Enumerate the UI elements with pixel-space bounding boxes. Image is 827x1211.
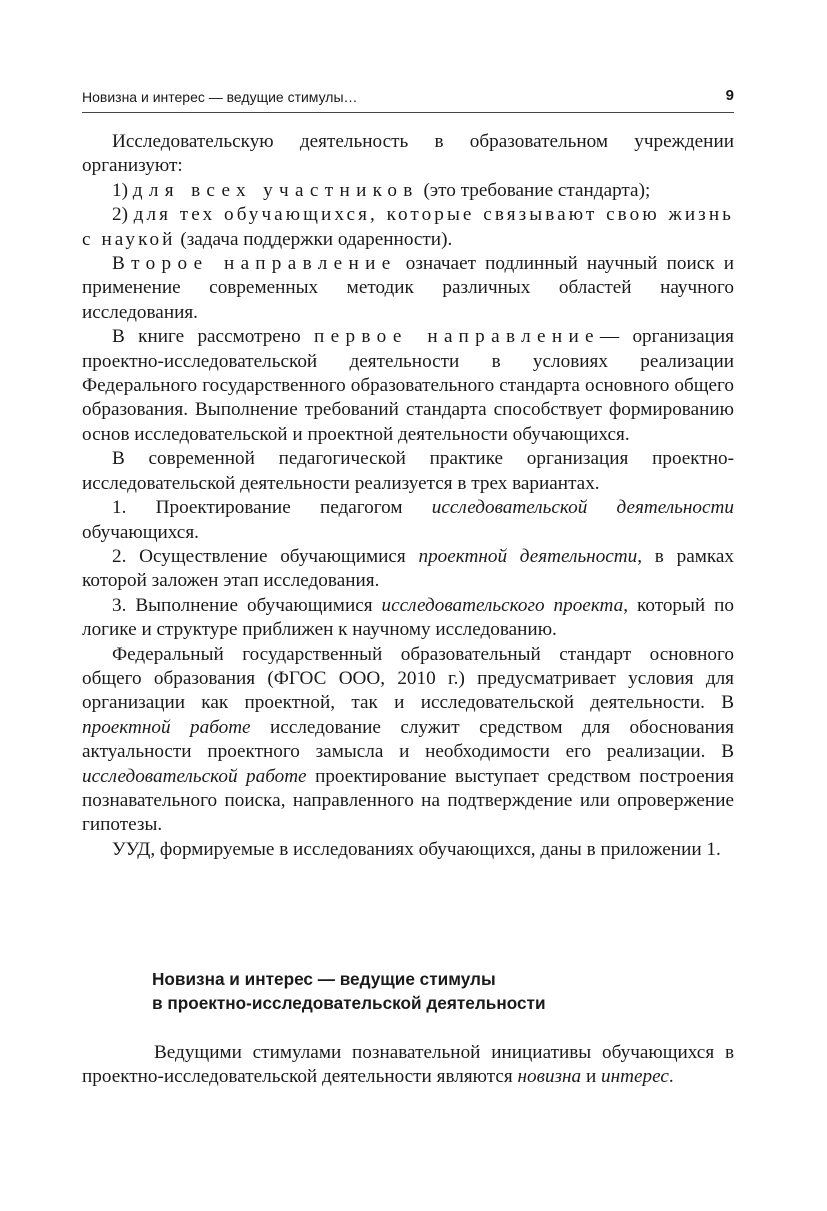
paragraph-first-direction	[82, 325, 734, 447]
variant-1	[82, 496, 734, 545]
uud-text: УУД, формируемые в исследованиях обучающихся, даны в приложении 1.	[112, 838, 721, 860]
paragraph-uud	[82, 838, 734, 862]
variant-2	[82, 545, 734, 594]
list-item-1	[82, 179, 734, 203]
header-divider	[82, 112, 734, 113]
first-direction-term: первое направление	[314, 326, 600, 348]
page-number: 9	[725, 87, 734, 104]
paragraph-intro	[82, 130, 734, 179]
fgos-text-b: исследование служит средством для обоснования актуальности проектного замысла и необходимости его реализации. В	[82, 716, 734, 763]
variant-2-emphasis: проектной деятельности	[418, 545, 638, 567]
stimuli-text: Ведущими стимулами познавательной инициативы обучающихся в проектно-исследовательской деятельности являются	[82, 1042, 734, 1088]
running-title: Новизна и интерес — ведущие стимулы…	[82, 89, 358, 105]
fgos-text-a: Федеральный государственный образовательный стандарт основного общего образования (ФГОС ООО, 2010 г.) предусматривает условия для организации как проектной, так и исследовательской деятельности. В	[82, 643, 734, 714]
second-direction-term: Второе направление	[112, 253, 397, 275]
second-direction-text: означает подлинный научный поиск и применение современных методик различных областей научного исследования.	[82, 253, 734, 323]
variant-3-tail: , который по логике и структуре приближен к научному исследованию.	[82, 594, 734, 641]
variant-1-lead: 1. Проектирование педагогом	[112, 497, 403, 519]
list-item-2-number: 2)	[112, 204, 128, 226]
section-heading	[152, 968, 712, 1015]
running-head	[82, 88, 734, 110]
section-heading-line-2: в проектно-исследовательской деятельности	[152, 992, 546, 1013]
variant-3	[82, 594, 734, 643]
list-item-1-note: (это требование стандарта);	[423, 179, 651, 201]
variant-2-tail: , в рамках которой заложен этап исследования.	[82, 545, 735, 592]
list-item-2-spaced: для тех обучающихся, которые связывают свою жизнь с наукой	[82, 204, 734, 250]
fgos-text-c: проектирование выступает средством построения познавательного поиска, направленного на подтверждение или опровержение гипотезы.	[82, 765, 734, 836]
stimuli-and: и	[585, 1066, 597, 1088]
section-heading-line-1: Новизна и интерес — ведущие стимулы	[152, 969, 496, 989]
main-text	[82, 130, 734, 862]
list-item-1-number: 1)	[112, 179, 128, 201]
list-item-2-note: (задача поддержки одаренности).	[180, 228, 453, 250]
variant-1-tail: обучающихся.	[82, 521, 199, 543]
paragraph-intro-text: Исследовательскую деятельность в образовательном учреждении организуют:	[82, 131, 734, 177]
paragraph-variants-intro	[82, 447, 734, 496]
list-item-1-spaced: для всех участников	[132, 179, 419, 201]
variant-2-lead: 2. Осуществление обучающимися	[112, 545, 406, 567]
first-direction-text: — организация проектно-исследовательской деятельности в условиях реализации Федерального государственного образовательного стандарта основного общего образования. Выполнение требований стандарта способствует формированию основ исследовательской и проектной деятельности обучающихся.	[82, 326, 735, 445]
paragraph-second-direction	[82, 252, 734, 325]
section-body	[82, 1041, 734, 1090]
stimuli-emphasis-interest: интерес	[601, 1066, 669, 1088]
variant-3-emphasis: исследовательского проекта	[381, 594, 624, 616]
variant-1-emphasis: исследовательской деятельности	[431, 497, 734, 519]
list-item-2	[82, 203, 734, 252]
stimuli-end: .	[668, 1066, 674, 1088]
stimuli-emphasis-novelty: новизна	[517, 1066, 582, 1088]
variant-3-lead: 3. Выполнение обучающимися	[112, 594, 373, 616]
paragraph-stimuli	[82, 1041, 734, 1090]
paragraph-fgos	[82, 643, 734, 838]
first-direction-intro: В книге рассмотрено	[112, 326, 301, 348]
variants-intro-text: В современной педагогической практике организация проектно-исследовательской деятельности реализуется в трех вариантах.	[82, 448, 734, 494]
fgos-emphasis-research: исследовательской работе	[82, 765, 307, 787]
fgos-emphasis-project: проектной работе	[82, 716, 251, 738]
